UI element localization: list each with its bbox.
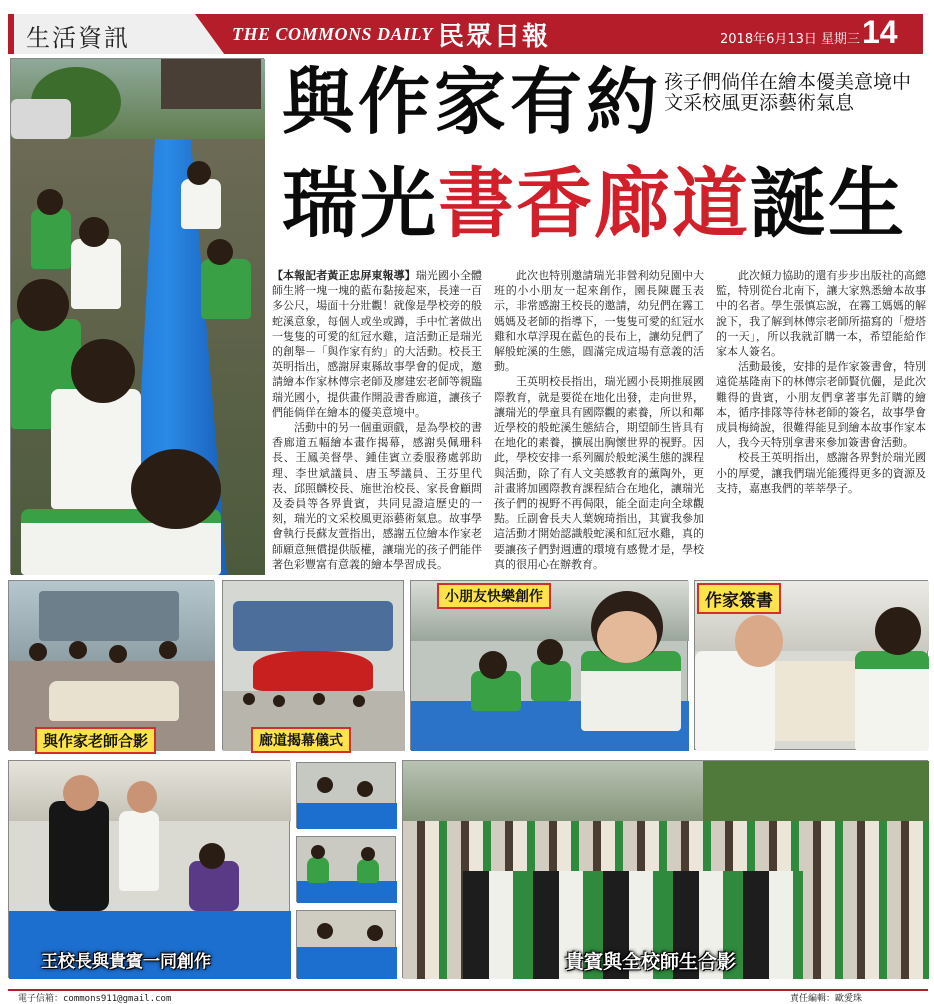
- article-paragraph: 校長王英明指出，感謝各界對於瑞光國小的厚愛，讓我們瑞光能獲得更多的資源及支持，嘉惠我們的莘莘學子。: [716, 451, 926, 495]
- caption-kids-creating: 小朋友快樂創作: [437, 583, 551, 609]
- footer-editor: 責任編輯：歐愛珠: [790, 994, 863, 1004]
- article-paragraph: 【本報記者黃正忠屏東報導】瑞光國小全體師生將一塊一塊的藍布黏接起來，長達一百多公尺，場面十分壯觀！就像是學校旁的般蛇溪意象，每個人或坐或蹲，手中忙著做出一隻隻的可愛的紅冠水雞，這活動正是瑞光的創舉－「與作家有約」的大活動。校長王英明指出，感謝屏東縣故事學會的促成，邀請繪本作家林傳宗老師及廖建宏老師等親臨瑞光國小，提供畫作開設書香廊道，讓孩子們能倘佯在繪本的優美意境中。: [272, 269, 483, 419]
- photo-corridor-unveiling: [222, 580, 404, 750]
- photo-main-collective-creation: [10, 58, 264, 574]
- headline-line2-part-c: 誕生: [750, 159, 906, 248]
- photo-kids-creating: [410, 580, 688, 750]
- photo-principal-creating: [8, 760, 290, 978]
- section-tab-accent: [8, 14, 14, 54]
- photo-group: [402, 760, 928, 978]
- article-paragraph: 此次也特別邀請瑞光非營利幼兒園中大班的小小朋友一起來創作，園長陳麗玉表示，非常感謝王校長的邀請，幼兒們在霧工媽媽及老師的指導下，一隻隻可愛的紅冠水雞和水草浮現在藍色的長布上，讓幼兒們了解般蛇溪的生態，圓滿完成這場有意義的活動。: [494, 269, 704, 374]
- article-column-3: [716, 268, 926, 568]
- caption-corridor-unveiling: 廊道揭幕儀式: [251, 727, 351, 753]
- photo-small-1: [296, 762, 396, 828]
- subheadline: 孩子們倘佯在繪本優美意境中 文采校風更添藝術氣息: [664, 71, 912, 114]
- section-title: 生活資訊: [26, 24, 130, 52]
- headline-line2: [282, 159, 906, 248]
- page-number: 14: [862, 14, 898, 50]
- headline-line2-highlight: 書香廊道: [438, 159, 750, 248]
- issue-date: 2018年6月13日 星期三: [720, 32, 861, 47]
- article-paragraph: 此次傾力協助的還有步步出版社的高總監，特別從台北南下，讓大家熟悉繪本故事中的名者。學生張慎忘說，在霧工媽媽的解說下，我了解到林傳宗老師所描寫的「燈塔的一天」，所以我就訂購一本，希望能給作家本人簽名。: [716, 269, 926, 359]
- article-paragraph: 活動中的另一個重頭戲，是為學校的書香廊道五幅繪本畫作揭幕，感謝吳佩珊科長、王鳳美督學、鍾佳賓立委服務處郭助理、李世斌議員、唐玉琴議員、王芬里代表、邱照麟校長、施世治校長、家長會顧問及委員等各界貴賓，共同見證這歷史的一刻，瑞光的文采校風更添藝術氣息。故事學會執行長蘇友萱指出，感謝五位繪本作家老師願意無償提供版權，讓瑞光的孩子們能伴著色彩豐富有意義的繪本學習成長。: [272, 421, 482, 571]
- article-column-1: [272, 268, 483, 571]
- photo-small-3: [296, 910, 396, 978]
- article-body: [272, 268, 928, 571]
- photo-with-authors: [8, 580, 214, 750]
- paper-name-en: THE COMMONS DAILY: [232, 24, 433, 44]
- caption-principal-creating: 王校長與貴賓一同創作: [41, 952, 211, 972]
- paper-name-cn: 民眾日報: [438, 22, 551, 52]
- headline-line2-part-a: 瑞光: [282, 159, 438, 248]
- article-column-2: [494, 268, 704, 571]
- caption-with-authors: 與作家老師合影: [35, 727, 156, 754]
- caption-group-photo: 貴賓與全校師生合影: [565, 951, 737, 973]
- photo-author-signing: [694, 580, 928, 750]
- article-paragraph: 王英明校長指出，瑞光國小長期推展國際教育，就是要從在地化出發，走向世界，讓瑞光的學童具有國際觀的素養，所以和鄰近學校的般蛇溪生態結合，期望師生皆具有在地化的素養，擴展出胸懷世界的視野。因此，學校安排一系列關於般蛇溪生態的課程與活動，除了有人文美感教育的薰陶外，更計畫將加國際教育課程結合在地化，讓瑞光孩子們的視野不再侷限，能全面走向全球觀點。丘副會長夫人葉婉琦指出，其實我參加這活動才開始認識般蛇溪和紅冠水雞，真的要讓孩子們對週遭的環境有感覺才是，學校真的很用心在辦教育。: [494, 375, 704, 571]
- footer-email: 電子信箱：commons911@gmail.com: [18, 994, 172, 1004]
- article-byline: 【本報記者黃正忠屏東報導】: [272, 269, 416, 282]
- caption-author-signing: 作家簽書: [697, 583, 781, 614]
- article-paragraph: 活動最後，安排的是作家簽書會，特別遠從基隆南下的林傳宗老師賢伉儷，是此次難得的貴賓，小朋友們拿著事先訂購的繪本，循序排隊等待林老師的簽名，故事學會成員梅綺說，很難得能見到繪本故事作家本人，我今天特別拿書來參加簽書會活動。: [716, 360, 926, 450]
- headline-line1: 與作家有約: [282, 60, 663, 144]
- masthead: [0, 0, 934, 58]
- photo-small-2: [296, 836, 396, 902]
